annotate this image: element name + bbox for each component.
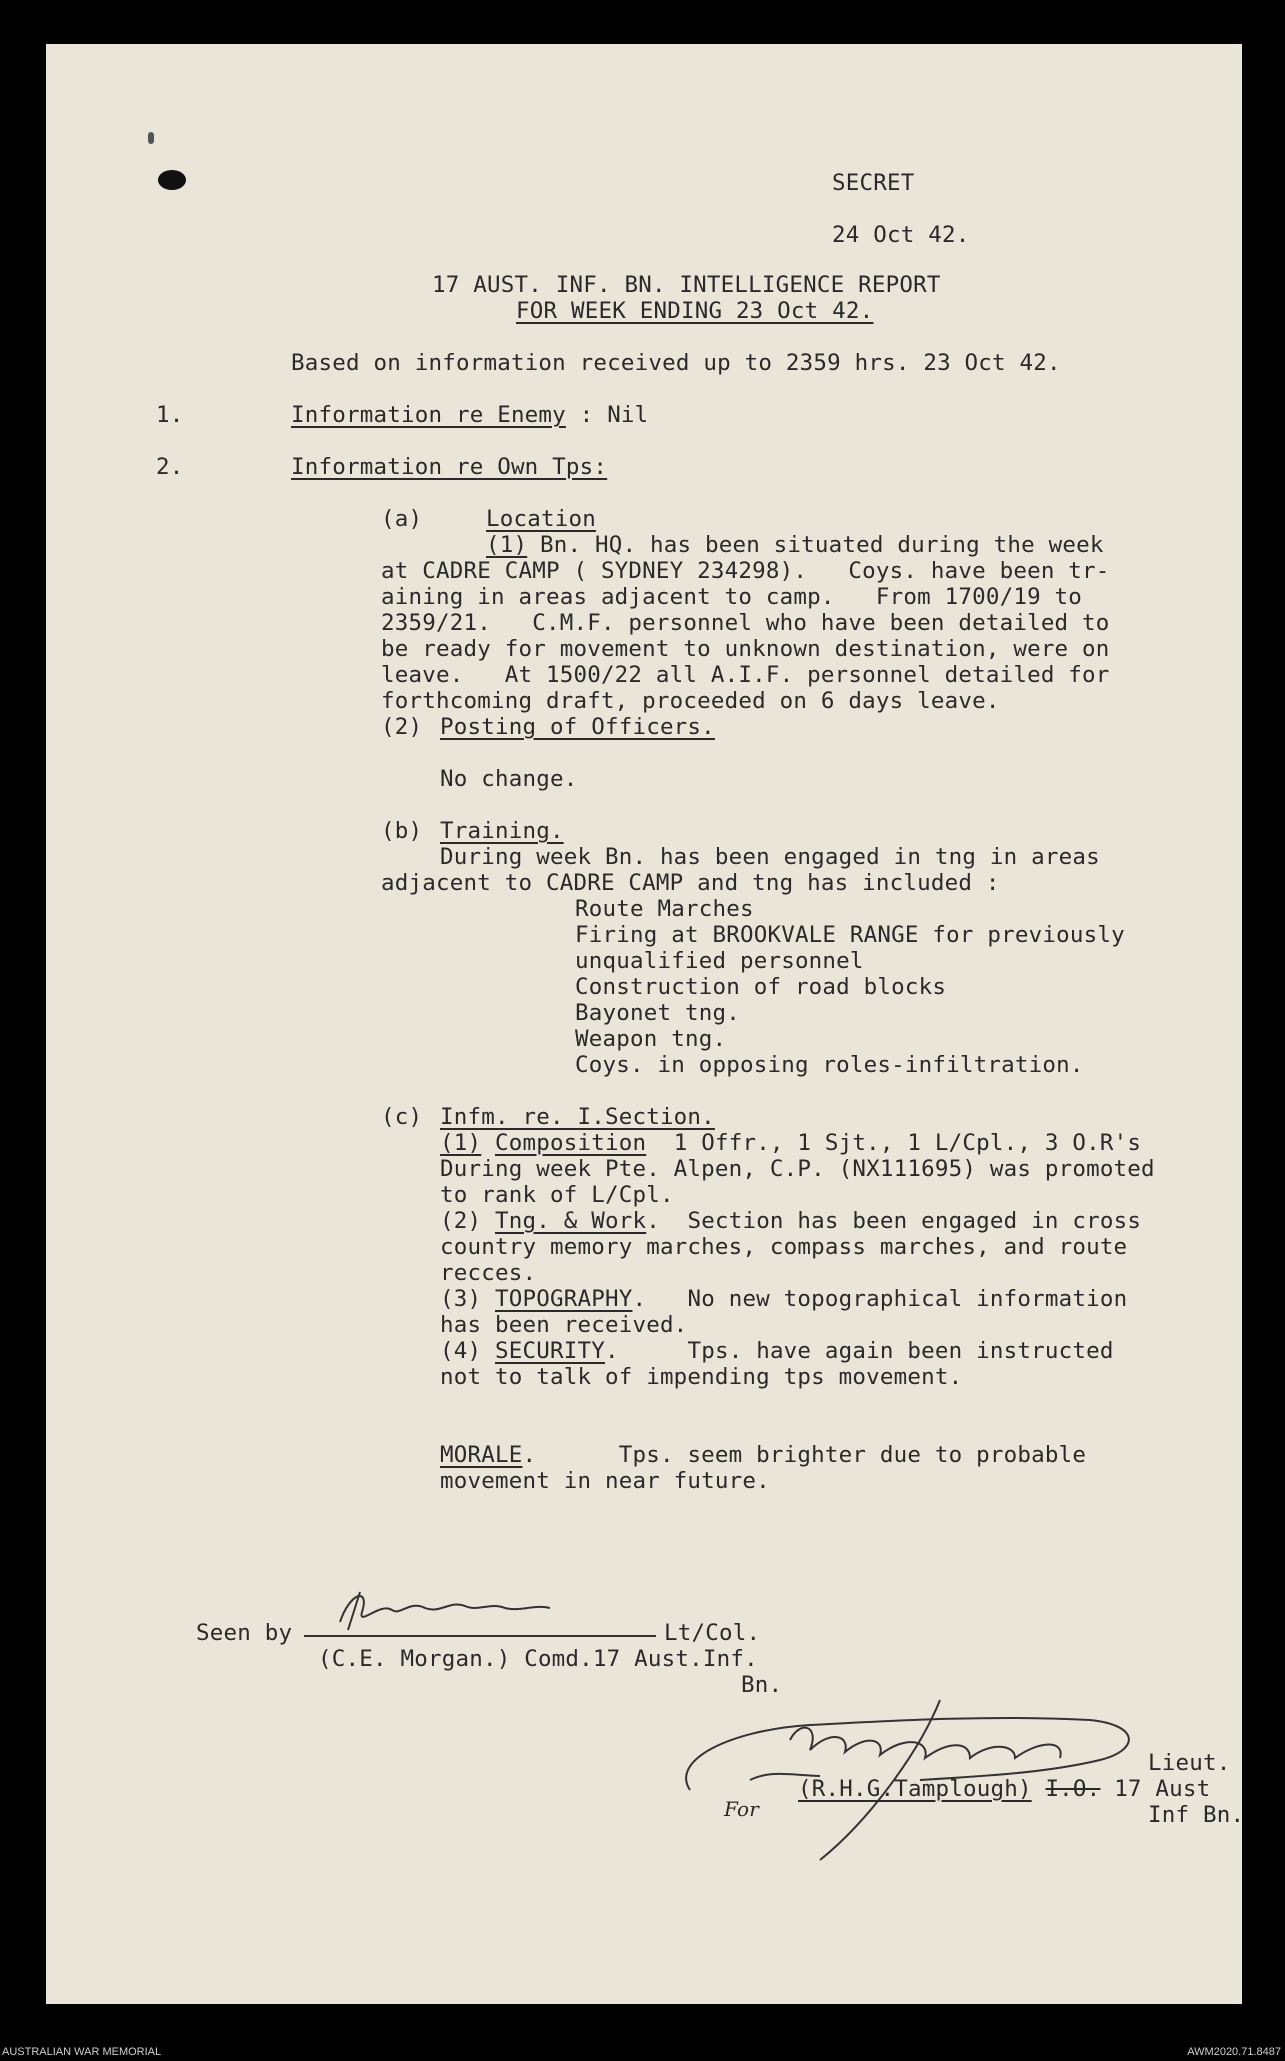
part-c-item-number: (2)	[440, 1208, 482, 1234]
report-date: 24 Oct 42.	[832, 222, 970, 248]
section-2-heading: Information re Own Tps:	[291, 454, 608, 480]
section-1-line	[291, 402, 648, 428]
part-a-item2-text: No change.	[440, 766, 578, 792]
part-a-line: at CADRE CAMP ( SYDNEY 234298). Coys. have been tr-	[381, 558, 1110, 584]
report-subtitle: FOR WEEK ENDING 23 Oct 42.	[516, 298, 874, 324]
part-c-line: During week Pte. Alpen, C.P. (NX111695) was promoted	[440, 1156, 1155, 1182]
part-c-line: country memory marches, compass marches, and route	[440, 1234, 1128, 1260]
part-b-list-item: Bayonet tng.	[575, 1000, 740, 1026]
signoff-rank: Lieut.	[1148, 1750, 1231, 1776]
punch-hole-mark	[148, 132, 154, 144]
part-b-list-item: Coys. in opposing roles-infiltration.	[575, 1052, 1084, 1078]
part-c-item-heading: TOPOGRAPHY	[495, 1286, 633, 1312]
part-a-line: aining in areas adjacent to camp. From 1700/19 to	[381, 584, 1083, 610]
part-c-line: has been received.	[440, 1312, 688, 1338]
part-b-heading: Training.	[440, 818, 564, 844]
part-c-heading: Infm. re. I.Section.	[440, 1104, 715, 1130]
part-b-list-item: Construction of road blocks	[575, 974, 947, 1000]
part-b-list-item: Weapon tng.	[575, 1026, 727, 1052]
part-c-line: not to talk of impending tps movement.	[440, 1364, 963, 1390]
part-c-line: recces.	[440, 1260, 537, 1286]
part-b-line: adjacent to CADRE CAMP and tng has included :	[381, 870, 1000, 896]
report-title: 17 AUST. INF. BN. INTELLIGENCE REPORT	[432, 272, 941, 298]
part-a-item2-number: (2)	[381, 714, 423, 740]
signoff-unit-2: Inf Bn.	[1148, 1802, 1245, 1828]
part-a-line: leave. At 1500/22 all A.I.F. personnel detailed for	[381, 662, 1110, 688]
section-1-number: 1.	[156, 402, 184, 428]
part-c-line: to rank of L/Cpl.	[440, 1182, 674, 1208]
section-1-value: Nil	[607, 402, 649, 428]
morale-text: . Tps. seem brighter due to probable	[522, 1442, 1087, 1468]
part-c-item-3	[440, 1286, 1127, 1312]
signoff-unit-1: 17 Aust	[1114, 1776, 1211, 1802]
part-c-item-text: . No new topographical information	[632, 1286, 1128, 1312]
punch-hole	[158, 170, 186, 190]
seen-by-name: (C.E. Morgan.) Comd.17 Aust.Inf.	[318, 1646, 758, 1672]
section-1-heading: Information re Enemy	[291, 402, 566, 428]
part-c-item-1	[440, 1130, 1141, 1156]
morale-heading: MORALE	[440, 1442, 523, 1468]
classification-label: SECRET	[832, 170, 915, 196]
part-c-item-heading: Composition	[495, 1130, 647, 1156]
part-c-item-number: (3)	[440, 1286, 482, 1312]
signature-morgan	[300, 1582, 670, 1642]
part-c-item-text: . Section has been engaged in cross	[646, 1208, 1142, 1234]
seen-by-rank: Lt/Col.	[664, 1620, 761, 1646]
signature-tamplough	[670, 1680, 1150, 1870]
part-a-label: (a)	[381, 506, 423, 532]
part-a-line: forthcoming draft, proceeded on 6 days leave.	[381, 688, 1000, 714]
part-c-item-text: 1 Offr., 1 Sjt., 1 L/Cpl., 3 O.R's	[646, 1130, 1142, 1156]
signoff-for-note: For	[724, 1797, 759, 1821]
signoff-struck-appointment: I.O.	[1045, 1776, 1101, 1802]
part-a-line: Bn. HQ. has been situated during the week	[540, 532, 1104, 558]
part-a-line: be ready for movement to unknown destination, were on	[381, 636, 1110, 662]
morale-line	[440, 1442, 1086, 1468]
part-c-item-2	[440, 1208, 1141, 1234]
part-c-label: (c)	[381, 1104, 423, 1130]
seen-by-label: Seen by	[196, 1620, 293, 1646]
part-c-item-heading: SECURITY	[495, 1338, 605, 1364]
signoff-name: (R.H.G.Tamplough)	[798, 1776, 1032, 1802]
part-b-label: (b)	[381, 818, 423, 844]
part-a-line: 2359/21. C.M.F. personnel who have been detailed to	[381, 610, 1110, 636]
part-c-item-4	[440, 1338, 1114, 1364]
section-2-number: 2.	[156, 454, 184, 480]
part-c-item-number: (1)	[440, 1130, 482, 1156]
signoff-name-line	[798, 1776, 1210, 1802]
part-a-item2-heading: Posting of Officers.	[440, 714, 715, 740]
part-a-heading: Location	[486, 506, 596, 532]
morale-line-2: movement in near future.	[440, 1468, 770, 1494]
part-b-list-item: Route Marches	[575, 896, 754, 922]
part-c-item-text: . Tps. have again been instructed	[604, 1338, 1114, 1364]
part-b-list-item: unqualified personnel	[575, 948, 864, 974]
footer-right: AWM2020.71.8487	[1187, 2046, 1281, 2058]
part-b-list-item: Firing at BROOKVALE RANGE for previously	[575, 922, 1125, 948]
footer-left: AUSTRALIAN WAR MEMORIAL	[2, 2046, 162, 2058]
part-b-line: During week Bn. has been engaged in tng in areas	[440, 844, 1100, 870]
section-1-sep: :	[565, 402, 608, 428]
part-c-item-number: (4)	[440, 1338, 482, 1364]
seen-by-unit: Bn.	[741, 1672, 783, 1698]
part-a-item1-number: (1)	[486, 532, 528, 558]
part-c-item-heading: Tng. & Work	[495, 1208, 647, 1234]
intro-line: Based on information received up to 2359 hrs. 23 Oct 42.	[291, 350, 1061, 376]
